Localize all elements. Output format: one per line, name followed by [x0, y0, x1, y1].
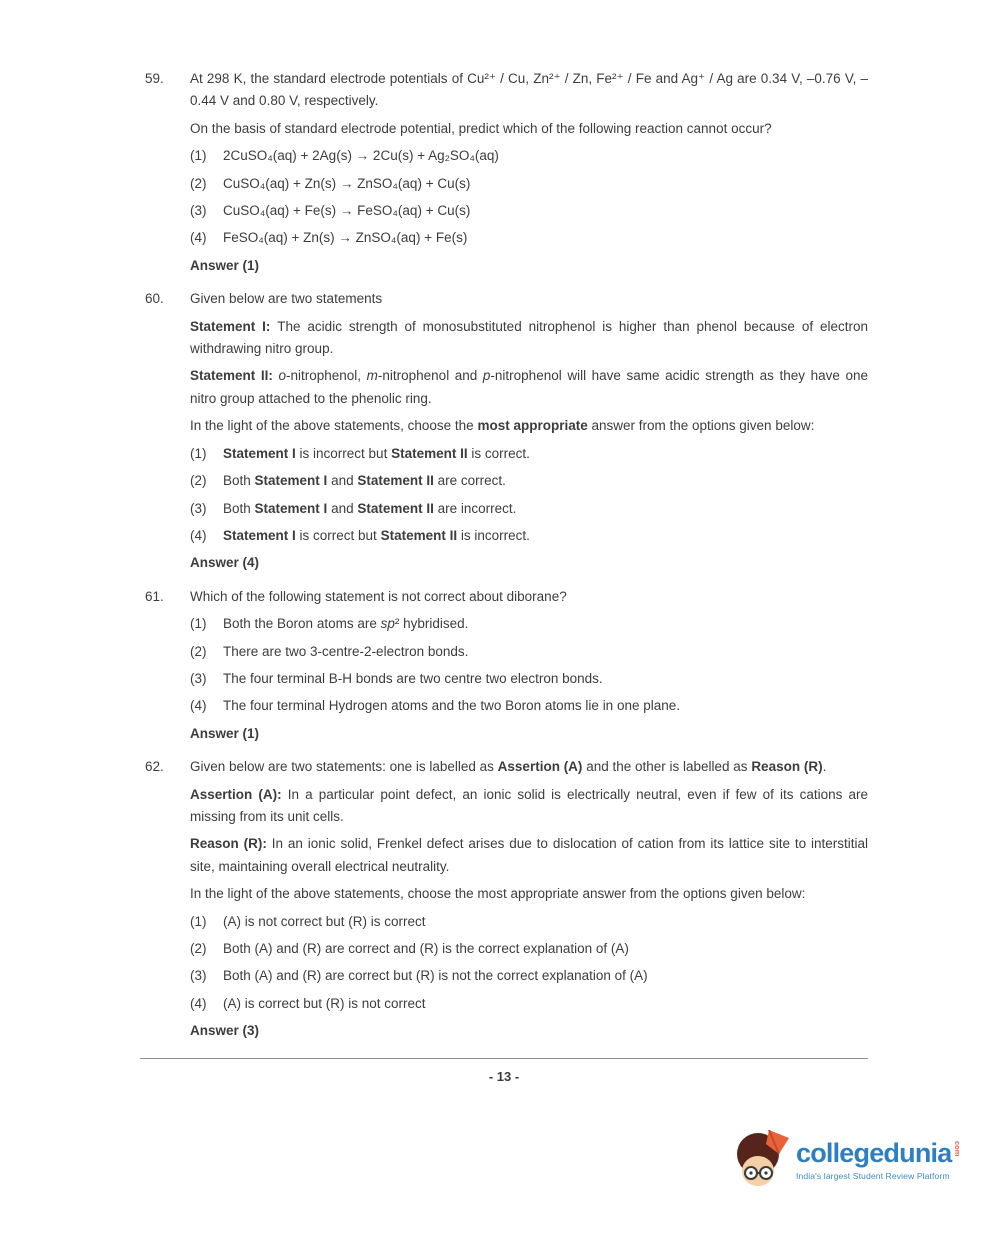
text-segment: The four terminal B-H bonds are two centre two electron bonds.	[223, 670, 603, 686]
question-paragraph	[190, 288, 868, 310]
option-text	[223, 443, 868, 465]
text-segment: In a particular point defect, an ionic solid is electrically neutral, even if few of its cations are missing from its unit cells.	[190, 786, 868, 824]
text-segment: and the other is labelled as	[582, 759, 752, 775]
text-segment: Reason (R)	[751, 759, 823, 775]
text-segment: is correct but	[295, 527, 381, 543]
option-label: (4)	[190, 527, 207, 543]
option	[190, 145, 868, 167]
option-text	[223, 498, 868, 520]
logo-wordmark: collegedunia	[796, 1137, 952, 1168]
text-segment: -nitrophenol and	[377, 368, 483, 384]
option-label: (4)	[190, 995, 207, 1011]
option	[190, 443, 868, 465]
option-label: (2)	[190, 175, 207, 191]
text-segment: o	[278, 368, 286, 384]
option-text	[223, 145, 868, 167]
option	[190, 695, 868, 717]
option-label: (3)	[190, 670, 207, 686]
text-segment: In the light of the above statements, choose the most appropriate answer from the options given below:	[190, 886, 806, 902]
text-segment: Both the Boron atoms are	[223, 616, 381, 632]
option	[190, 498, 868, 520]
text-segment: .	[822, 759, 827, 775]
text-segment: At 298 K, the standard electrode potentials of Cu²⁺ / Cu, Zn²⁺ / Zn, Fe²⁺ / Fe and Ag⁺ / Ag are 0.34 V, –0.76 V, –0.44 V and 0.80 V, respectively.	[190, 71, 868, 109]
text-segment: are incorrect.	[433, 500, 517, 516]
text-segment: Statement I	[254, 473, 328, 489]
text-segment: Answer (1)	[190, 725, 260, 741]
text-segment: On the basis of standard electrode potential, predict which of the following reaction cannot occur?	[190, 120, 772, 136]
text-segment: Statement II:	[190, 368, 279, 384]
option	[190, 911, 868, 933]
footer-divider	[140, 1058, 868, 1059]
logo-tagline: India's largest Student Review Platform	[796, 1171, 950, 1182]
question-paragraph	[190, 586, 868, 608]
text-segment: Given below are two statements	[190, 291, 383, 307]
option	[190, 938, 868, 960]
text-segment: 2CuSO₄(aq) + 2Ag(s) → 2Cu(s) + Ag₂SO₄(aq)	[223, 148, 499, 164]
option-label: (1)	[190, 445, 207, 461]
option	[190, 200, 868, 222]
question-paragraph	[190, 784, 868, 829]
text-segment: (A) is not correct but (R) is correct	[223, 913, 426, 929]
text-segment: Both	[223, 473, 255, 489]
option	[190, 470, 868, 492]
answer-line	[190, 723, 868, 745]
text-segment: FeSO₄(aq) + Zn(s) → ZnSO₄(aq) + Fe(s)	[223, 230, 468, 246]
text-segment: answer from the options given below:	[587, 418, 815, 434]
question-paragraph	[190, 833, 868, 878]
question-paragraph	[190, 68, 868, 113]
collegedunia-mascot-icon	[733, 1130, 789, 1192]
question-paragraph	[190, 756, 868, 778]
text-segment: The acidic strength of monosubstituted nitrophenol is higher than phenol because of electron withdrawing nitro group.	[190, 318, 868, 357]
logo-domain-suffix: com	[952, 1140, 962, 1157]
option-label: (1)	[190, 616, 207, 632]
option-text	[223, 227, 868, 249]
text-segment: p	[482, 368, 491, 384]
option-text	[223, 200, 868, 222]
option-label: (3)	[190, 968, 207, 984]
option	[190, 525, 868, 547]
text-segment: Statement II	[357, 500, 434, 516]
text-segment: -nitrophenol will have same acidic strength as they have one nitro group attached to the phenolic ring.	[190, 368, 868, 406]
text-segment: is incorrect but	[295, 445, 392, 461]
text-segment: is correct.	[467, 445, 530, 461]
text-segment: Both (A) and (R) are correct and (R) is the correct explanation of (A)	[223, 941, 629, 956]
question-paragraph	[190, 415, 868, 437]
text-segment: ² hybridised.	[394, 616, 469, 632]
option	[190, 173, 868, 195]
collegedunia-logo	[733, 1130, 961, 1192]
text-segment: Statement I	[223, 445, 296, 461]
question-paragraph	[190, 118, 868, 140]
question-body	[190, 288, 868, 583]
option	[190, 668, 868, 690]
text-segment: CuSO₄(aq) + Fe(s) → FeSO₄(aq) + Cu(s)	[223, 203, 471, 219]
question-61	[145, 586, 868, 754]
text-segment: is incorrect.	[457, 527, 530, 543]
logo-text	[796, 1139, 961, 1184]
text-segment: Both	[223, 500, 255, 516]
question-paragraph	[190, 883, 868, 905]
text-segment: Given below are two statements: one is labelled as	[190, 759, 498, 775]
text-segment: Assertion (A):	[190, 786, 288, 802]
text-segment: Statement I	[254, 500, 328, 516]
option-label: (2)	[190, 941, 207, 956]
text-segment: Both (A) and (R) are correct but (R) is not the correct explanation of (A)	[223, 968, 648, 984]
option-text	[223, 525, 868, 547]
page-number: - 13 -	[488, 1069, 520, 1084]
option-label: (4)	[190, 698, 207, 714]
option	[190, 641, 868, 663]
option-label: (1)	[190, 913, 207, 929]
option-text	[223, 938, 868, 960]
option-text	[223, 695, 868, 717]
option-label: (2)	[190, 643, 207, 659]
option-label: (2)	[190, 473, 207, 489]
text-segment: -nitrophenol,	[285, 368, 367, 384]
text-segment: Answer (1)	[190, 257, 260, 273]
questions-container	[145, 68, 868, 1054]
question-body	[190, 756, 868, 1051]
option-text	[223, 173, 868, 195]
text-segment: and	[327, 500, 358, 516]
question-60	[145, 288, 868, 583]
text-segment: Assertion (A)	[497, 759, 583, 775]
answer-line	[190, 552, 868, 574]
option-label: (1)	[190, 148, 207, 164]
text-segment: Statement II	[380, 527, 458, 543]
question-number: 62.	[145, 759, 164, 775]
question-paragraph	[190, 316, 868, 361]
option-text	[223, 613, 868, 635]
text-segment: Statement II	[357, 473, 434, 489]
text-segment: and	[327, 473, 358, 489]
answer-line	[190, 255, 868, 277]
text-segment: Answer (4)	[190, 555, 260, 571]
option	[190, 965, 868, 987]
text-segment: Which of the following statement is not correct about diborane?	[190, 588, 567, 604]
answer-line	[190, 1020, 868, 1042]
logo-word	[796, 1139, 961, 1167]
option	[190, 227, 868, 249]
question-number: 61.	[145, 588, 164, 604]
question-number: 60.	[145, 291, 164, 307]
option-text	[223, 993, 868, 1015]
text-segment: Statement II	[391, 445, 468, 461]
option	[190, 993, 868, 1015]
text-segment: sp	[380, 616, 395, 632]
text-segment: most appropriate	[477, 418, 588, 434]
text-segment: Statement I:	[190, 318, 278, 334]
text-segment: Statement I	[223, 527, 296, 543]
option-text	[223, 965, 868, 987]
question-paragraph	[190, 365, 868, 410]
question-59	[145, 68, 868, 286]
option-label: (4)	[190, 230, 207, 246]
text-segment: are correct.	[433, 473, 506, 489]
text-segment: (A) is correct but (R) is not correct	[223, 995, 426, 1011]
option-label: (3)	[190, 203, 207, 219]
question-number: 59.	[145, 71, 164, 86]
option-label: (3)	[190, 500, 207, 516]
text-segment: In the light of the above statements, choose the	[190, 418, 478, 434]
option-text	[223, 911, 868, 933]
question-body	[190, 586, 868, 754]
text-segment: In an ionic solid, Frenkel defect arises due to dislocation of cation from its lattice site to interstitial site, maintaining overall electrical neutrality.	[190, 836, 868, 874]
question-body	[190, 68, 868, 286]
text-segment: Reason (R):	[190, 836, 272, 852]
option-text	[223, 668, 868, 690]
text-segment: The four terminal Hydrogen atoms and the two Boron atoms lie in one plane.	[223, 698, 681, 714]
text-segment: There are two 3-centre-2-electron bonds.	[223, 643, 469, 659]
option-text	[223, 641, 868, 663]
question-62	[145, 756, 868, 1051]
option-text	[223, 470, 868, 492]
text-segment: m	[366, 368, 378, 384]
option	[190, 613, 868, 635]
text-segment: Answer (3)	[190, 1023, 260, 1039]
text-segment: CuSO₄(aq) + Zn(s) → ZnSO₄(aq) + Cu(s)	[223, 175, 471, 191]
